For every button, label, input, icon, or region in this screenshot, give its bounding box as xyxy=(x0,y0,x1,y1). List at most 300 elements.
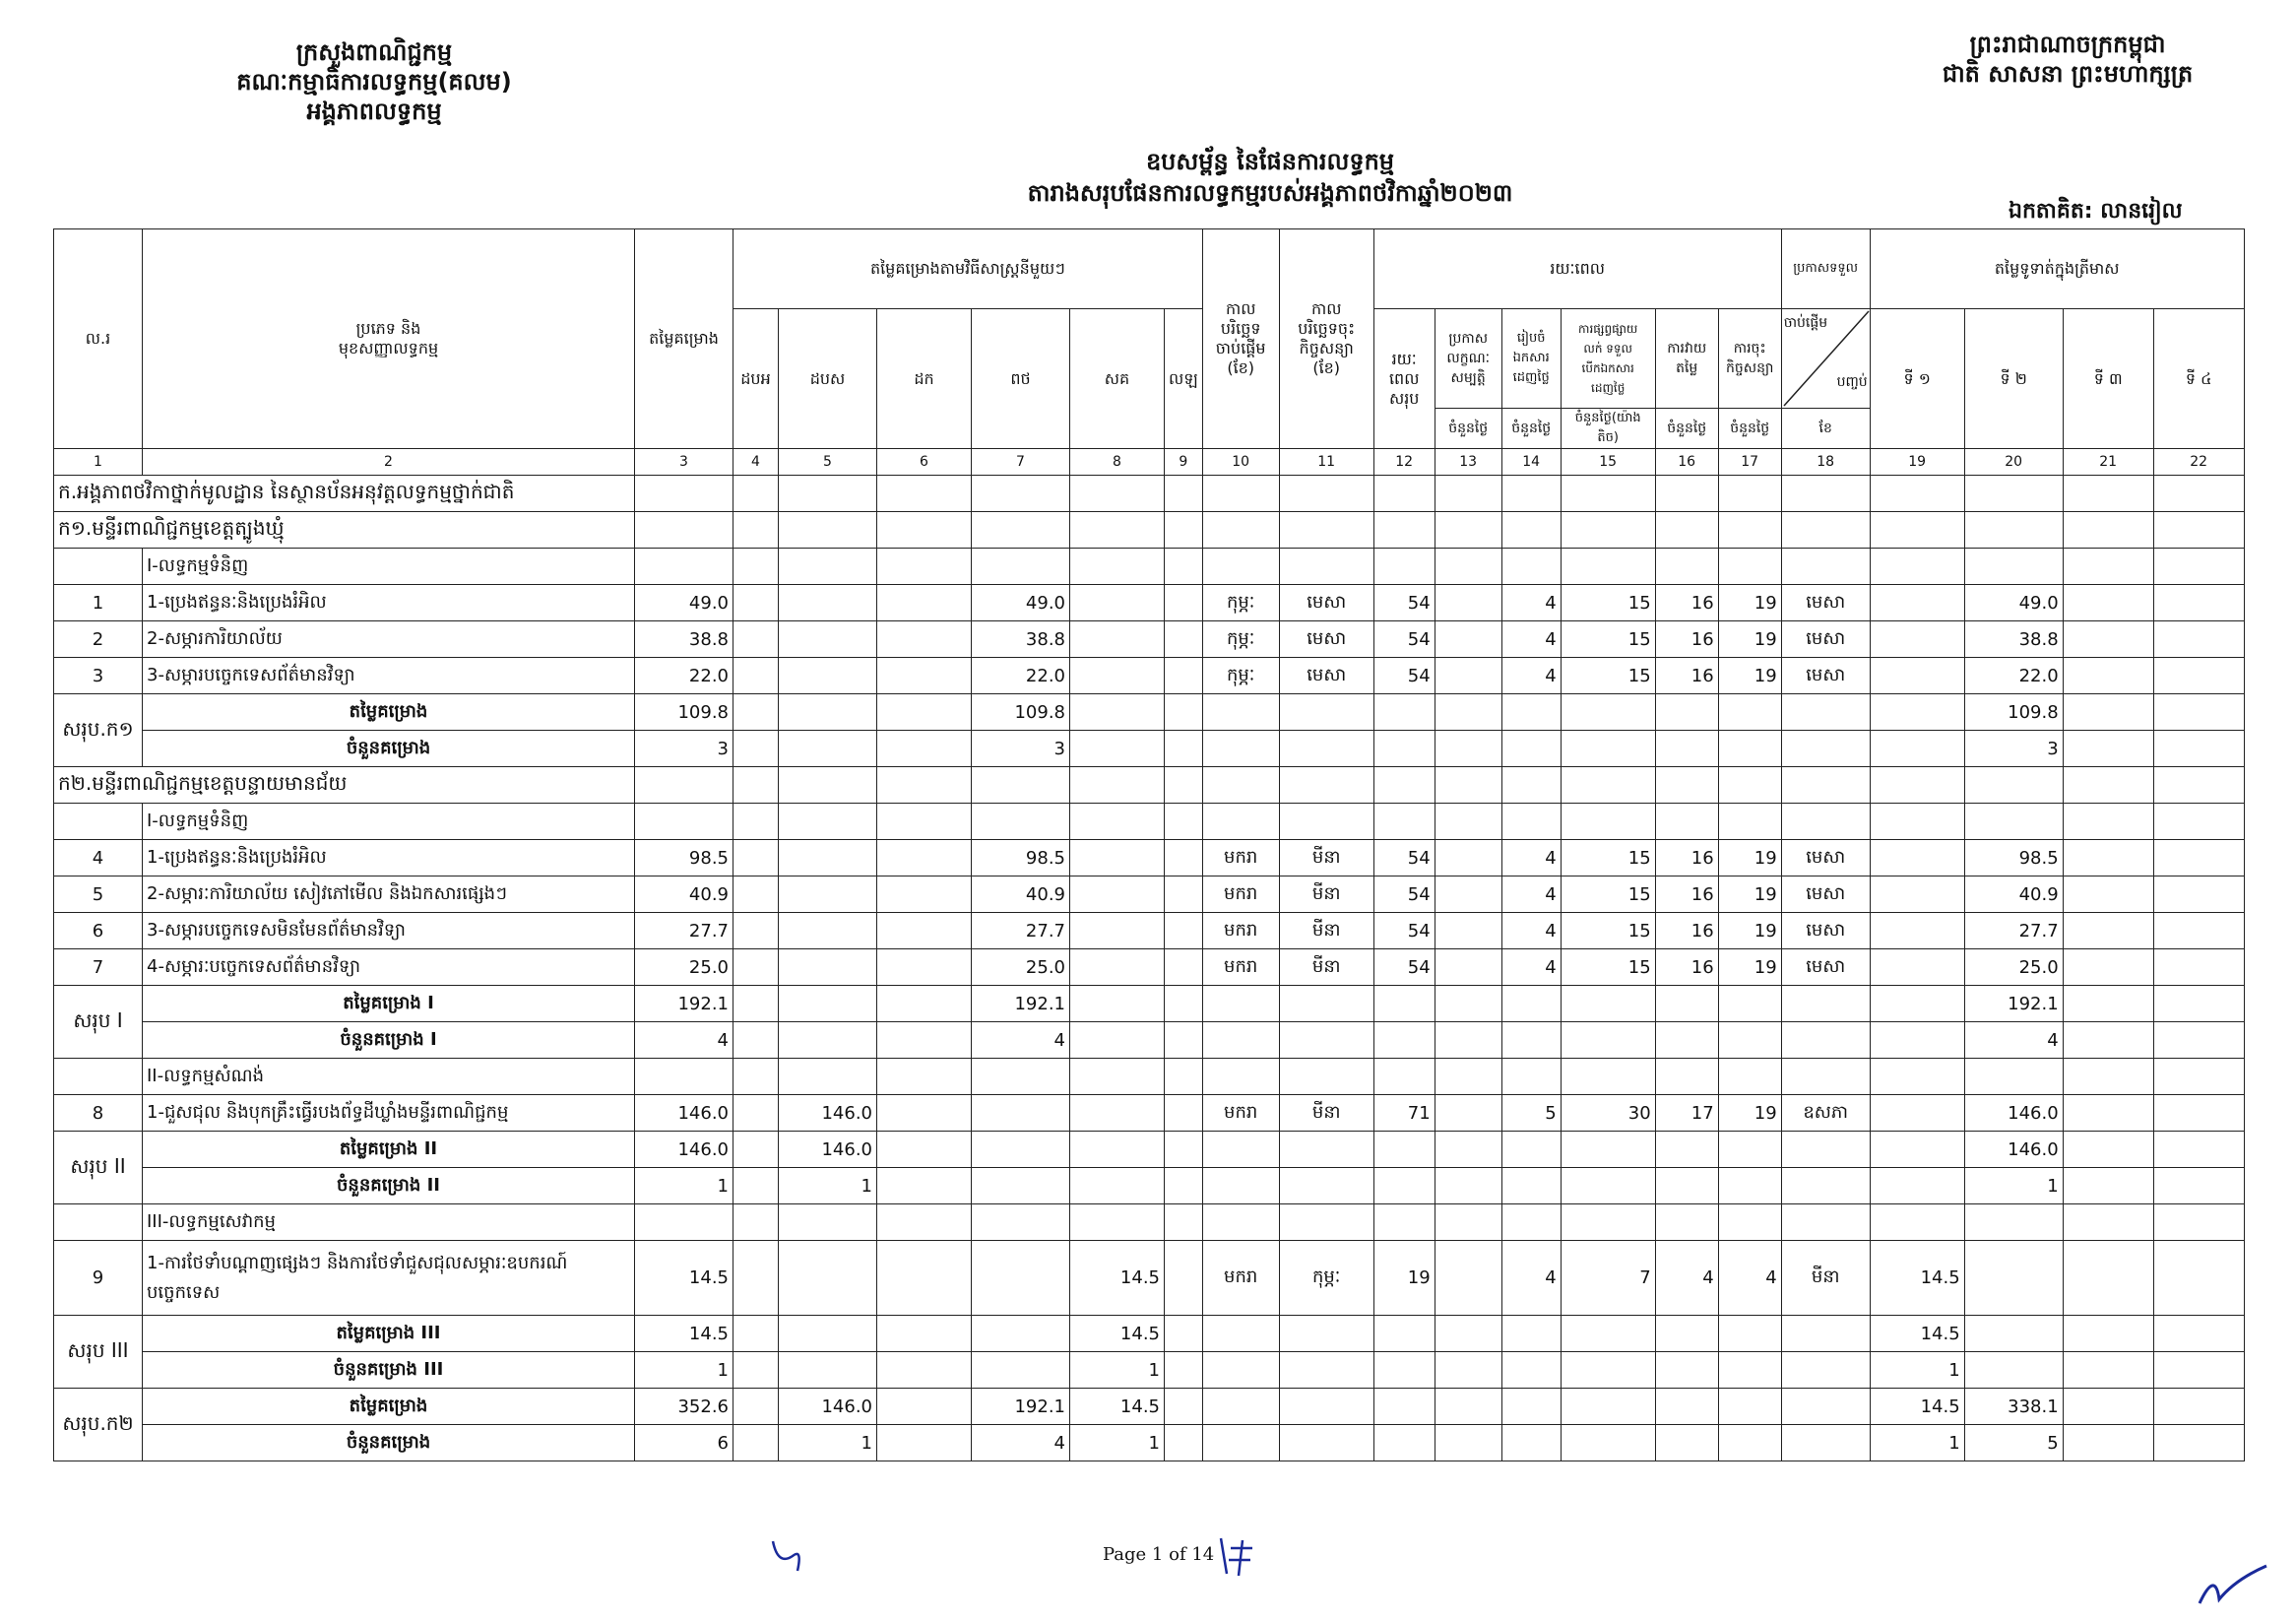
blank-cell xyxy=(1870,1059,1964,1095)
blank-cell xyxy=(733,804,779,840)
blank-cell xyxy=(1165,986,1203,1022)
cell-est: 98.5 xyxy=(635,840,733,876)
blank-cell xyxy=(733,658,779,694)
blank-cell xyxy=(635,476,733,512)
cell-start: មករា xyxy=(1202,1241,1279,1316)
blank-cell xyxy=(1202,1022,1279,1059)
blank-cell xyxy=(1561,1168,1655,1204)
blank-cell xyxy=(1279,694,1373,731)
cell-d17: 19 xyxy=(1718,1095,1781,1132)
blank-cell xyxy=(733,1425,779,1461)
summary-row xyxy=(54,1316,2245,1352)
src-3: ដក xyxy=(877,309,972,449)
blank-cell xyxy=(779,512,877,549)
blank-cell xyxy=(1781,731,1870,767)
blank-cell xyxy=(779,621,877,658)
cell-d18: មីនា xyxy=(1781,1241,1870,1316)
blank-cell xyxy=(779,476,877,512)
blank-cell xyxy=(2153,549,2244,585)
blank-cell xyxy=(1501,767,1561,804)
blank-cell xyxy=(2063,694,2153,731)
blank-cell xyxy=(1070,585,1165,621)
blank-cell xyxy=(1373,1132,1435,1168)
blank-cell xyxy=(877,512,972,549)
blank-cell xyxy=(1165,621,1203,658)
summary-c7: 4 xyxy=(972,1022,1070,1059)
cell-d16: 4 xyxy=(1655,1241,1718,1316)
blank-cell xyxy=(1655,1059,1718,1095)
cell-d14: 4 xyxy=(1501,913,1561,949)
blank-cell xyxy=(1202,731,1279,767)
blank-cell xyxy=(733,1316,779,1352)
blank-cell xyxy=(1202,512,1279,549)
col-index-cell: 4 xyxy=(733,449,779,476)
blank-cell xyxy=(1373,1389,1435,1425)
blank-cell xyxy=(1655,731,1718,767)
col-estimate: តម្លៃគម្រោង xyxy=(635,229,733,449)
blank-cell xyxy=(1501,1059,1561,1095)
blank-cell xyxy=(1870,876,1964,913)
title-line-2: តារាងសរុបផែនការលទ្ធកម្មរបស់អង្គភាពថវិកាឆ្នាំ២០២៣ xyxy=(1027,179,1513,207)
blank-cell xyxy=(2153,767,2244,804)
cell-start: មករា xyxy=(1202,876,1279,913)
blank-cell xyxy=(2063,658,2153,694)
q1-header: ទី ១ xyxy=(1870,309,1964,449)
blank-cell xyxy=(1202,549,1279,585)
blank-cell xyxy=(972,1204,1070,1241)
cell-d17: 19 xyxy=(1718,840,1781,876)
blank-cell xyxy=(1870,1022,1964,1059)
cell-start: កុម្ភៈ xyxy=(1202,658,1279,694)
cell-c7: 22.0 xyxy=(972,658,1070,694)
blank-cell xyxy=(972,1168,1070,1204)
blank-cell xyxy=(877,1425,972,1461)
blank-cell xyxy=(972,1241,1070,1316)
blank-cell xyxy=(2063,840,2153,876)
src-1: ដបអ xyxy=(733,309,779,449)
blank-cell xyxy=(1373,1352,1435,1389)
cell-end: កុម្ភៈ xyxy=(1279,1241,1373,1316)
blank-cell xyxy=(972,1095,1070,1132)
blank-cell xyxy=(1435,804,1501,840)
blank-cell xyxy=(1655,1316,1718,1352)
group-label: I-លទ្ធកម្មទំនិញ xyxy=(143,804,635,840)
item-name xyxy=(143,585,635,621)
col-d14: រៀបចំ ឯកសារ ដេញថ្លៃ xyxy=(1501,309,1561,409)
group-label: III-លទ្ធកម្មសេវាកម្ម xyxy=(143,1204,635,1241)
item-name-line: 1-ប្រេងឥន្ធនៈនិងប្រេងរំអិល xyxy=(147,591,327,613)
procurement-table xyxy=(53,228,2245,1461)
blank-cell xyxy=(2153,840,2244,876)
col-announce: ប្រកាសទទួល xyxy=(1781,229,1870,309)
blank-cell xyxy=(733,1204,779,1241)
cell-d17: 4 xyxy=(1718,1241,1781,1316)
blank-cell xyxy=(1165,1168,1203,1204)
summary-q1: 1 xyxy=(1870,1352,1964,1389)
blank-cell xyxy=(1165,1204,1203,1241)
blank-cell xyxy=(779,840,877,876)
col-index-cell: 11 xyxy=(1279,449,1373,476)
col-d18-end: បញ្ចប់ xyxy=(1836,374,1868,390)
cell-dur: 54 xyxy=(1373,876,1435,913)
section-label: ក១.មន្ទីរពាណិជ្ជកម្មខេត្តត្បូងឃ្មុំ xyxy=(54,512,635,549)
blank-cell xyxy=(1165,731,1203,767)
src-5: សគ xyxy=(1070,309,1165,449)
summary-caption: តម្លៃគម្រោង xyxy=(143,1389,635,1425)
cell-d17: 19 xyxy=(1718,585,1781,621)
blank-cell xyxy=(733,476,779,512)
blank-cell xyxy=(1279,1059,1373,1095)
blank-cell xyxy=(1202,767,1279,804)
summary-c7: 192.1 xyxy=(972,1389,1070,1425)
cell-d16: 16 xyxy=(1655,949,1718,986)
blank-cell xyxy=(1781,767,1870,804)
col-index-cell: 7 xyxy=(972,449,1070,476)
cell-d15: 7 xyxy=(1561,1241,1655,1316)
blank-cell xyxy=(1435,1204,1501,1241)
blank-cell xyxy=(54,1059,143,1095)
blank-cell xyxy=(1202,1425,1279,1461)
blank-cell xyxy=(1435,1022,1501,1059)
cell-q2: 146.0 xyxy=(1964,1095,2063,1132)
cell-q2: 22.0 xyxy=(1964,658,2063,694)
summary-c5: 1 xyxy=(779,1168,877,1204)
blank-cell xyxy=(1561,549,1655,585)
summary-est: 6 xyxy=(635,1425,733,1461)
q2-header: ទី ២ xyxy=(1964,309,2063,449)
col-total-duration: រយៈ ពេល សរុប xyxy=(1373,309,1435,449)
blank-cell xyxy=(1435,1059,1501,1095)
blank-cell xyxy=(1561,1204,1655,1241)
cell-q2: 49.0 xyxy=(1964,585,2063,621)
blank-cell xyxy=(1435,1095,1501,1132)
col-duration: រយៈពេល xyxy=(1373,229,1781,309)
summary-caption: ចំនួនគម្រោង xyxy=(143,1425,635,1461)
item-name xyxy=(143,1241,635,1316)
summary-est: 109.8 xyxy=(635,694,733,731)
cell-start: មករា xyxy=(1202,913,1279,949)
cell-est: 40.9 xyxy=(635,876,733,913)
summary-label: សរុប I xyxy=(54,986,143,1059)
col-index-cell: 14 xyxy=(1501,449,1561,476)
blank-cell xyxy=(779,767,877,804)
src-2: ដបស xyxy=(779,309,877,449)
blank-cell xyxy=(877,840,972,876)
blank-cell xyxy=(1435,1168,1501,1204)
blank-cell xyxy=(2153,1316,2244,1352)
cell-d17: 19 xyxy=(1718,658,1781,694)
blank-cell xyxy=(1501,1168,1561,1204)
cell-dur: 19 xyxy=(1373,1241,1435,1316)
summary-label: សរុប.ក១ xyxy=(54,694,143,767)
blank-cell xyxy=(1165,1095,1203,1132)
blank-cell xyxy=(1279,1316,1373,1352)
blank-cell xyxy=(1655,767,1718,804)
col-d18-start: ចាប់ផ្តើម xyxy=(1783,315,1828,331)
blank-cell xyxy=(877,986,972,1022)
blank-cell xyxy=(779,949,877,986)
blank-cell xyxy=(2153,694,2244,731)
blank-cell xyxy=(877,549,972,585)
col-index-cell: 6 xyxy=(877,449,972,476)
blank-cell xyxy=(2063,1241,2153,1316)
group-row xyxy=(54,1204,2245,1241)
blank-cell xyxy=(1165,585,1203,621)
blank-cell xyxy=(1781,476,1870,512)
blank-cell xyxy=(635,549,733,585)
summary-est: 1 xyxy=(635,1352,733,1389)
blank-cell xyxy=(1655,512,1718,549)
blank-cell xyxy=(1165,512,1203,549)
blank-cell xyxy=(733,1241,779,1316)
blank-cell xyxy=(877,1022,972,1059)
blank-cell xyxy=(1435,1316,1501,1352)
summary-est: 1 xyxy=(635,1168,733,1204)
blank-cell xyxy=(1870,658,1964,694)
cell-d18: មេសា xyxy=(1781,949,1870,986)
blank-cell xyxy=(1964,767,2063,804)
summary-row xyxy=(54,1425,2245,1461)
blank-cell xyxy=(1870,731,1964,767)
blank-cell xyxy=(2063,1425,2153,1461)
cell-d14: 4 xyxy=(1501,621,1561,658)
cell-q2: 40.9 xyxy=(1964,876,2063,913)
blank-cell xyxy=(1435,986,1501,1022)
group-row xyxy=(54,1059,2245,1095)
blank-cell xyxy=(1718,804,1781,840)
initial-signature-1 xyxy=(768,1536,817,1576)
blank-cell xyxy=(733,986,779,1022)
item-row xyxy=(54,1095,2245,1132)
blank-cell xyxy=(1561,1389,1655,1425)
col-quarter-value: តម្លៃទូទាត់ក្នុងត្រីមាស xyxy=(1870,229,2244,309)
blank-cell xyxy=(1655,1204,1718,1241)
summary-est: 352.6 xyxy=(635,1389,733,1425)
col-type: ប្រភេទ និង មុខសញ្ញាលទ្ធកម្ម xyxy=(143,229,635,449)
blank-cell xyxy=(1435,1241,1501,1316)
summary-c7: 3 xyxy=(972,731,1070,767)
blank-cell xyxy=(733,1352,779,1389)
col-index-cell: 5 xyxy=(779,449,877,476)
item-number: 5 xyxy=(54,876,143,913)
item-row xyxy=(54,621,2245,658)
blank-cell xyxy=(877,767,972,804)
section-label: ក២.មន្ទីរពាណិជ្ជកម្មខេត្តបន្ទាយមានជ័យ xyxy=(54,767,635,804)
blank-cell xyxy=(1501,1316,1561,1352)
document-title xyxy=(886,146,1654,209)
blank-cell xyxy=(2153,476,2244,512)
blank-cell xyxy=(1964,1316,2063,1352)
blank-cell xyxy=(2153,1095,2244,1132)
blank-cell xyxy=(1435,512,1501,549)
blank-cell xyxy=(1781,1132,1870,1168)
blank-cell xyxy=(2063,986,2153,1022)
item-row xyxy=(54,1241,2245,1316)
blank-cell xyxy=(1870,512,1964,549)
blank-cell xyxy=(2153,1022,2244,1059)
cell-end: មេសា xyxy=(1279,585,1373,621)
summary-row xyxy=(54,986,2245,1022)
blank-cell xyxy=(779,549,877,585)
blank-cell xyxy=(733,876,779,913)
days-17: ចំនួនថ្ងៃ xyxy=(1718,409,1781,449)
blank-cell xyxy=(1165,658,1203,694)
summary-caption: តម្លៃគម្រោង III xyxy=(143,1316,635,1352)
blank-cell xyxy=(1718,1022,1781,1059)
summary-c8: 1 xyxy=(1070,1352,1165,1389)
cell-d15: 15 xyxy=(1561,621,1655,658)
blank-cell xyxy=(1279,1168,1373,1204)
item-name-line: 2-សម្ភារការិយាល័យ xyxy=(147,627,283,649)
src-6: លឡ xyxy=(1165,309,1203,449)
blank-cell xyxy=(1718,1316,1781,1352)
cell-dur: 54 xyxy=(1373,840,1435,876)
blank-cell xyxy=(1718,1352,1781,1389)
blank-cell xyxy=(1655,1168,1718,1204)
blank-cell xyxy=(733,621,779,658)
blank-cell xyxy=(877,804,972,840)
blank-cell xyxy=(1279,1022,1373,1059)
blank-cell xyxy=(1655,1022,1718,1059)
summary-q2: 146.0 xyxy=(1964,1132,2063,1168)
blank-cell xyxy=(1165,1022,1203,1059)
blank-cell xyxy=(1718,767,1781,804)
blank-cell xyxy=(54,804,143,840)
blank-cell xyxy=(635,1204,733,1241)
col-index-cell: 16 xyxy=(1655,449,1718,476)
blank-cell xyxy=(1202,1352,1279,1389)
blank-cell xyxy=(779,1204,877,1241)
blank-cell xyxy=(1202,694,1279,731)
blank-cell xyxy=(733,767,779,804)
cell-d15: 15 xyxy=(1561,658,1655,694)
item-name-line: 3-សម្ភារបច្ចេកទេសព័ត៌មានវិទ្យា xyxy=(147,664,355,685)
blank-cell xyxy=(1070,840,1165,876)
blank-cell xyxy=(1202,986,1279,1022)
blank-cell xyxy=(1070,1168,1165,1204)
blank-cell xyxy=(2063,949,2153,986)
blank-cell xyxy=(779,731,877,767)
committee-name: គណៈកម្មាធិការលទ្ធកម្ម(គលម) xyxy=(236,68,512,96)
col-index-cell: 1 xyxy=(54,449,143,476)
blank-cell xyxy=(2153,1241,2244,1316)
blank-cell xyxy=(1718,1168,1781,1204)
blank-cell xyxy=(779,1059,877,1095)
col-d15: ការផ្សព្វផ្សាយ លក់ ទទួល បើកឯកសារ ដេញថ្លៃ xyxy=(1561,309,1655,409)
blank-cell xyxy=(1870,840,1964,876)
cell-q2: 98.5 xyxy=(1964,840,2063,876)
item-name xyxy=(143,913,635,949)
col-index-cell: 3 xyxy=(635,449,733,476)
cell-d18: មេសា xyxy=(1781,621,1870,658)
blank-cell xyxy=(2153,1389,2244,1425)
cell-dur: 54 xyxy=(1373,658,1435,694)
blank-cell xyxy=(635,1059,733,1095)
blank-cell xyxy=(877,1389,972,1425)
blank-cell xyxy=(1165,767,1203,804)
cell-d17: 19 xyxy=(1718,621,1781,658)
cell-d16: 16 xyxy=(1655,585,1718,621)
blank-cell xyxy=(1781,1059,1870,1095)
blank-cell xyxy=(972,1132,1070,1168)
blank-cell xyxy=(1964,549,2063,585)
blank-cell xyxy=(1435,949,1501,986)
blank-cell xyxy=(1435,840,1501,876)
cell-d18: មេសា xyxy=(1781,840,1870,876)
summary-est: 192.1 xyxy=(635,986,733,1022)
blank-cell xyxy=(1279,1132,1373,1168)
blank-cell xyxy=(1373,767,1435,804)
col-index-cell: 21 xyxy=(2063,449,2153,476)
summary-c7: 4 xyxy=(972,1425,1070,1461)
blank-cell xyxy=(1165,1132,1203,1168)
blank-cell xyxy=(1070,658,1165,694)
blank-cell xyxy=(1870,804,1964,840)
summary-q2: 192.1 xyxy=(1964,986,2063,1022)
item-row xyxy=(54,949,2245,986)
blank-cell xyxy=(1501,694,1561,731)
item-name xyxy=(143,621,635,658)
blank-cell xyxy=(1165,804,1203,840)
blank-cell xyxy=(1870,986,1964,1022)
cell-d14: 4 xyxy=(1501,840,1561,876)
blank-cell xyxy=(1655,1425,1718,1461)
blank-cell xyxy=(877,476,972,512)
blank-cell xyxy=(1870,549,1964,585)
cell-start: មករា xyxy=(1202,840,1279,876)
blank-cell xyxy=(1655,1132,1718,1168)
col-by-source: តម្លៃគម្រោងតាមវិធីសាស្រ្តនីមួយៗ xyxy=(733,229,1203,309)
item-name-line: 4-សម្ភារៈបច្ចេកទេសព័ត៌មានវិទ្យា xyxy=(147,955,361,977)
blank-cell xyxy=(2063,1168,2153,1204)
blank-cell xyxy=(1870,1095,1964,1132)
blank-cell xyxy=(2063,1059,2153,1095)
blank-cell xyxy=(2153,1425,2244,1461)
blank-cell xyxy=(1501,1132,1561,1168)
blank-cell xyxy=(779,876,877,913)
blank-cell xyxy=(1070,767,1165,804)
blank-cell xyxy=(1718,986,1781,1022)
blank-cell xyxy=(1435,658,1501,694)
blank-cell xyxy=(1781,1389,1870,1425)
blank-cell xyxy=(2153,585,2244,621)
group-row xyxy=(54,804,2245,840)
blank-cell xyxy=(779,585,877,621)
col-d13: ប្រកាស លក្ខណៈ សម្បត្តិ xyxy=(1435,309,1501,409)
cell-start: កុម្ភៈ xyxy=(1202,621,1279,658)
blank-cell xyxy=(2063,913,2153,949)
item-number: 8 xyxy=(54,1095,143,1132)
blank-cell xyxy=(635,512,733,549)
cell-end: មីនា xyxy=(1279,840,1373,876)
blank-cell xyxy=(2063,1352,2153,1389)
item-row xyxy=(54,840,2245,876)
item-number: 3 xyxy=(54,658,143,694)
blank-cell xyxy=(1070,549,1165,585)
cell-d18: មេសា xyxy=(1781,658,1870,694)
blank-cell xyxy=(2063,1132,2153,1168)
summary-label: សរុប III xyxy=(54,1316,143,1389)
cell-q2: 27.7 xyxy=(1964,913,2063,949)
cell-d15: 30 xyxy=(1561,1095,1655,1132)
summary-q2: 4 xyxy=(1964,1022,2063,1059)
blank-cell xyxy=(1165,876,1203,913)
summary-caption: ចំនួនគម្រោង I xyxy=(143,1022,635,1059)
blank-cell xyxy=(1373,731,1435,767)
group-row xyxy=(54,549,2245,585)
blank-cell xyxy=(972,549,1070,585)
blank-cell xyxy=(1718,549,1781,585)
